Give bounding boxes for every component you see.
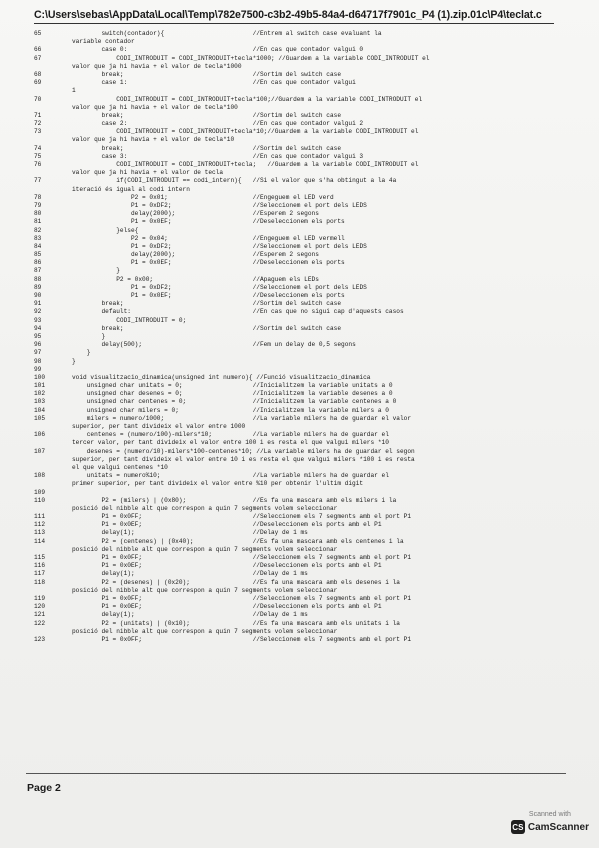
code-line [28, 415, 563, 431]
line-text: P1 = 0xDF2; //Seleccionem el port dels LEDS [72, 242, 367, 250]
line-number: 83 [34, 234, 42, 242]
line-text: P1 = 0x0EF; //Deseleccionem els ports [72, 292, 345, 299]
line-text: P1 = 0x0EF; //Deseleccionem els ports amb el P1 [72, 603, 382, 611]
footer-divider [26, 773, 566, 774]
code-line [28, 349, 563, 357]
line-number: 118 [34, 578, 46, 586]
line-number: 96 [34, 341, 42, 349]
line-number: 101 [34, 382, 46, 390]
line-text: delay(2000); //Esperem 2 segons [72, 210, 319, 218]
code-line [28, 251, 563, 259]
line-number: 65 [34, 30, 42, 37]
line-number: 103 [34, 398, 46, 406]
code-line [28, 317, 563, 325]
code-line [28, 202, 563, 210]
line-text: P1 = 0x0EF; //Deseleccionem els ports amb el P1 [72, 521, 382, 529]
code-listing [28, 30, 563, 644]
line-text: CODI_INTRODUIT = CODI_INTRODUIT+tecla*10;//Guardem a la variable CODI_INTRODUIT el valor que ja hi havia + el valor de tecla*10 [72, 128, 419, 144]
line-text: break; //Sortim del switch case [72, 324, 342, 332]
line-text: milers = numero/1000; //La variable milers ha de guardar el valor superior, per tant divideix el valor entre 1000 [72, 414, 412, 430]
line-number: 98 [34, 357, 42, 365]
line-number: 109 [34, 488, 46, 496]
line-text: unsigned char centenes = 0; //Inicialitzem la variable centenes a 0 [72, 398, 397, 406]
line-number: 80 [34, 210, 42, 218]
code-line [28, 611, 563, 619]
code-line [28, 128, 563, 144]
line-number: 110 [34, 496, 46, 504]
line-text: break; //Sortim del switch case [72, 144, 342, 152]
line-text: delay(1); //Delay de 1 ms [72, 570, 308, 578]
code-line [28, 161, 563, 177]
line-text: default: //En cas que no sigui cap d'aquests casos [72, 308, 404, 316]
line-text: unitats = numero%10; //La variable milers ha de guardar el primer superior, per tant divideix el valor entre %10 per obtenir l'ultim digit [72, 472, 389, 488]
line-number: 82 [34, 226, 42, 234]
code-line [28, 636, 563, 644]
line-text: break; //Sortim del switch case [72, 300, 342, 308]
line-number: 68 [34, 70, 42, 78]
line-number: 102 [34, 390, 46, 398]
line-text: CODI_INTRODUIT = CODI_INTRODUIT+tecla; //Guardem a la variable CODI_INTRODUIT el valor que ja hi havia + el valor de tecla [72, 161, 419, 177]
line-number: 114 [34, 537, 46, 545]
line-text: P1 = 0x0EF; //Deseleccionem els ports [72, 218, 345, 226]
code-line [28, 374, 563, 382]
line-number: 74 [34, 144, 42, 152]
line-text: }else{ [72, 226, 139, 234]
line-number: 88 [34, 275, 42, 283]
code-line [28, 489, 563, 497]
code-line [28, 210, 563, 218]
line-number: 78 [34, 193, 42, 201]
code-line [28, 177, 563, 193]
scanned-with-label: Scanned with [528, 811, 571, 818]
line-text: P2 = 0x00; //Apaguem els LEDs [72, 275, 319, 283]
line-text: case 0: //En cas que contador valgui 0 [72, 46, 364, 54]
code-line [28, 497, 563, 513]
line-text: case 2: //En cas que contador valgui 2 [72, 120, 364, 128]
line-number: 108 [34, 472, 46, 480]
code-line [28, 267, 563, 275]
line-text: case 3: //En cas que contador valgui 3 [72, 152, 364, 160]
code-line [28, 153, 563, 161]
code-line [28, 562, 563, 570]
line-text: unsigned char desenes = 0; //Inicialitzem la variable desenes a 0 [72, 390, 393, 398]
line-text: delay(1); //Delay de 1 ms [72, 611, 308, 619]
line-number: 119 [34, 594, 46, 602]
line-number: 99 [34, 365, 42, 373]
line-text: } [72, 267, 120, 275]
line-text: P2 = (desenes) | (0x20); //Es fa una mascara amb els desenes i la posició del nibble alt que correspon a quin 7 segments volem seleccionar [72, 578, 400, 594]
line-text: centenes = (numero/100)-milers*10; //La variable milers ha de guardar el tercer valor, per tant divideix el valor entre 100 i es resta el que valgui milers *10 [72, 431, 389, 447]
code-line [28, 390, 563, 398]
line-number: 120 [34, 603, 46, 611]
code-line [28, 112, 563, 120]
line-text: CODI_INTRODUIT = 0; [72, 316, 187, 324]
camscanner-logo-icon: CS [511, 820, 525, 834]
code-line [28, 235, 563, 243]
code-line [28, 603, 563, 611]
code-line [28, 579, 563, 595]
line-number: 107 [34, 447, 46, 455]
code-line [28, 308, 563, 316]
file-path-header: C:\Users\sebas\AppData\Local\Temp\782e7500-c3b2-49b5-84a4-d64717f7901c_P4 (1).zip.01c\P4\teclat.c [34, 9, 554, 24]
line-number: 117 [34, 570, 46, 578]
line-text: break; //Sortim del switch case [72, 111, 342, 119]
line-number: 94 [34, 324, 42, 332]
code-line [28, 448, 563, 473]
line-number: 87 [34, 267, 42, 275]
code-line [28, 284, 563, 292]
line-number: 85 [34, 251, 42, 259]
line-number: 111 [34, 513, 46, 521]
line-number: 105 [34, 414, 46, 422]
line-number: 73 [34, 128, 42, 136]
code-line [28, 276, 563, 284]
line-text: P1 = 0xDF2; //Seleccionem el port dels LEDS [72, 283, 367, 291]
line-number: 77 [34, 177, 42, 185]
line-number: 93 [34, 316, 42, 324]
code-line [28, 325, 563, 333]
code-line [28, 521, 563, 529]
line-text: P1 = 0x0EF; //Deseleccionem els ports [72, 259, 345, 267]
code-line [28, 620, 563, 636]
line-number: 67 [34, 54, 42, 62]
line-number: 90 [34, 292, 42, 299]
line-number: 86 [34, 259, 42, 267]
line-text: break; //Sortim del switch case [72, 70, 342, 78]
line-text: } [72, 357, 76, 365]
code-line [28, 407, 563, 415]
line-text: } [72, 332, 106, 340]
line-text: P1 = 0xDF2; //Seleccionem el port dels LEDS [72, 201, 367, 209]
line-text: P2 = (milers) | (0x80); //Es fa una mascara amb els milers i la posició del nibble alt que correspon a quin 7 segments volem seleccionar [72, 496, 397, 512]
code-line [28, 529, 563, 537]
line-number: 123 [34, 635, 46, 643]
line-text: unsigned char milers = 0; //Inicialitzem la variable milers a 0 [72, 406, 389, 414]
code-line [28, 194, 563, 202]
code-line [28, 46, 563, 54]
code-line [28, 71, 563, 79]
code-line [28, 96, 563, 112]
line-number: 113 [34, 529, 46, 537]
line-text: CODI_INTRODUIT = CODI_INTRODUIT+tecla*1000; //Guardem a la variable CODI_INTRODUIT el valor que ja hi havia + el valor de tecla*1000 [72, 54, 430, 70]
line-number: 75 [34, 152, 42, 160]
code-line [28, 538, 563, 554]
line-text: delay(2000); //Esperem 2 segons [72, 251, 319, 259]
code-line [28, 366, 563, 374]
code-line [28, 259, 563, 267]
line-text: desenes = (numero/10)-milers*100-centenes*10; //La variable milers ha de guardar el segon superior, per tant divideix el valor entre 10 i es resta el que valgui milers *100 i es resta el que valgui centenes *10 [72, 447, 415, 471]
code-line [28, 570, 563, 578]
code-line [28, 30, 563, 46]
code-line [28, 513, 563, 521]
line-text: delay(500); //Fem un delay de 0,5 segons [72, 341, 356, 349]
line-text: switch(contador){ //Entrem al switch case evaluant la variable contador [72, 30, 382, 46]
camscanner-brand-name: CamScanner [527, 821, 589, 833]
code-line [28, 431, 563, 447]
line-text: P2 = (unitats) | (0x10); //Es fa una mascara amb els unitats i la posició del nibble alt que correspon a quin 7 segments volem seleccionar [72, 619, 400, 635]
code-line [28, 55, 563, 71]
line-text: delay(1); //Delay de 1 ms [72, 529, 308, 537]
line-number: 97 [34, 349, 42, 357]
code-line [28, 382, 563, 390]
line-number: 106 [34, 431, 46, 439]
page-number: Page 2 [27, 782, 61, 794]
code-line [28, 218, 563, 226]
camscanner-watermark [511, 811, 589, 834]
line-number: 69 [34, 79, 42, 87]
line-number: 92 [34, 308, 42, 316]
line-number: 81 [34, 218, 42, 226]
line-number: 79 [34, 201, 42, 209]
line-text: P1 = 0x0FF; //Seleccionem els 7 segments amb el port P1 [72, 513, 412, 521]
line-number: 89 [34, 283, 42, 291]
line-text: P2 = (centenes) | (0x40); //Es fa una mascara amb els centenes i la posició del nibble alt que correspon a quin 7 segments volem seleccionar [72, 537, 404, 553]
line-number: 104 [34, 406, 46, 414]
code-line [28, 120, 563, 128]
line-text: } [72, 349, 91, 357]
code-line [28, 398, 563, 406]
line-text: unsigned char unitats = 0; //Inicialitzem la variable unitats a 0 [72, 382, 393, 390]
line-number: 122 [34, 619, 46, 627]
code-line [28, 341, 563, 349]
code-line [28, 358, 563, 366]
line-number: 121 [34, 611, 46, 619]
line-number: 95 [34, 332, 42, 340]
line-text: void visualitzacio_dinamica(unsigned int numero){ //Funció visualitzacio_dinamica [72, 373, 371, 381]
line-text: P1 = 0x0FF; //Seleccionem els 7 segments amb el port P1 [72, 554, 412, 561]
code-line [28, 227, 563, 235]
code-line [28, 243, 563, 251]
line-text: P2 = 0x01; //Engeguem el LED verd [72, 193, 334, 201]
line-number: 91 [34, 300, 42, 308]
line-text: if(CODI_INTRODUIT == codi_intern){ //Si el valor que s'ha obtingut a la 4a iteració és igual al codi intern [72, 177, 397, 193]
line-number: 66 [34, 46, 42, 54]
code-line [28, 595, 563, 603]
line-text: P2 = 0x04; //Engeguem el LED vermell [72, 234, 345, 242]
code-line [28, 472, 563, 488]
camscanner-brand [511, 820, 589, 834]
code-line [28, 300, 563, 308]
line-number: 116 [34, 562, 46, 570]
line-number: 71 [34, 111, 42, 119]
code-line [28, 145, 563, 153]
code-line [28, 554, 563, 562]
code-line [28, 333, 563, 341]
line-number: 100 [34, 373, 46, 381]
line-number: 112 [34, 521, 46, 529]
line-text: P1 = 0x0FF; //Seleccionem els 7 segments amb el port P1 [72, 594, 412, 602]
line-number: 70 [34, 95, 42, 103]
line-number: 84 [34, 242, 42, 250]
line-number: 72 [34, 120, 42, 128]
line-text: P1 = 0x0EF; //Deseleccionem els ports amb el P1 [72, 562, 382, 570]
line-number: 115 [34, 554, 46, 561]
code-line [28, 292, 563, 300]
line-text: P1 = 0x0FF; //Seleccionem els 7 segments amb el port P1 [72, 635, 412, 643]
line-number: 76 [34, 161, 42, 168]
line-text: case 1: //En cas que contador valgui 1 [72, 79, 356, 95]
line-text: CODI_INTRODUIT = CODI_INTRODUIT+tecla*100;//Guardem a la variable CODI_INTRODUIT el valor que ja hi havia + el valor de tecla*100 [72, 95, 423, 111]
code-line [28, 79, 563, 95]
